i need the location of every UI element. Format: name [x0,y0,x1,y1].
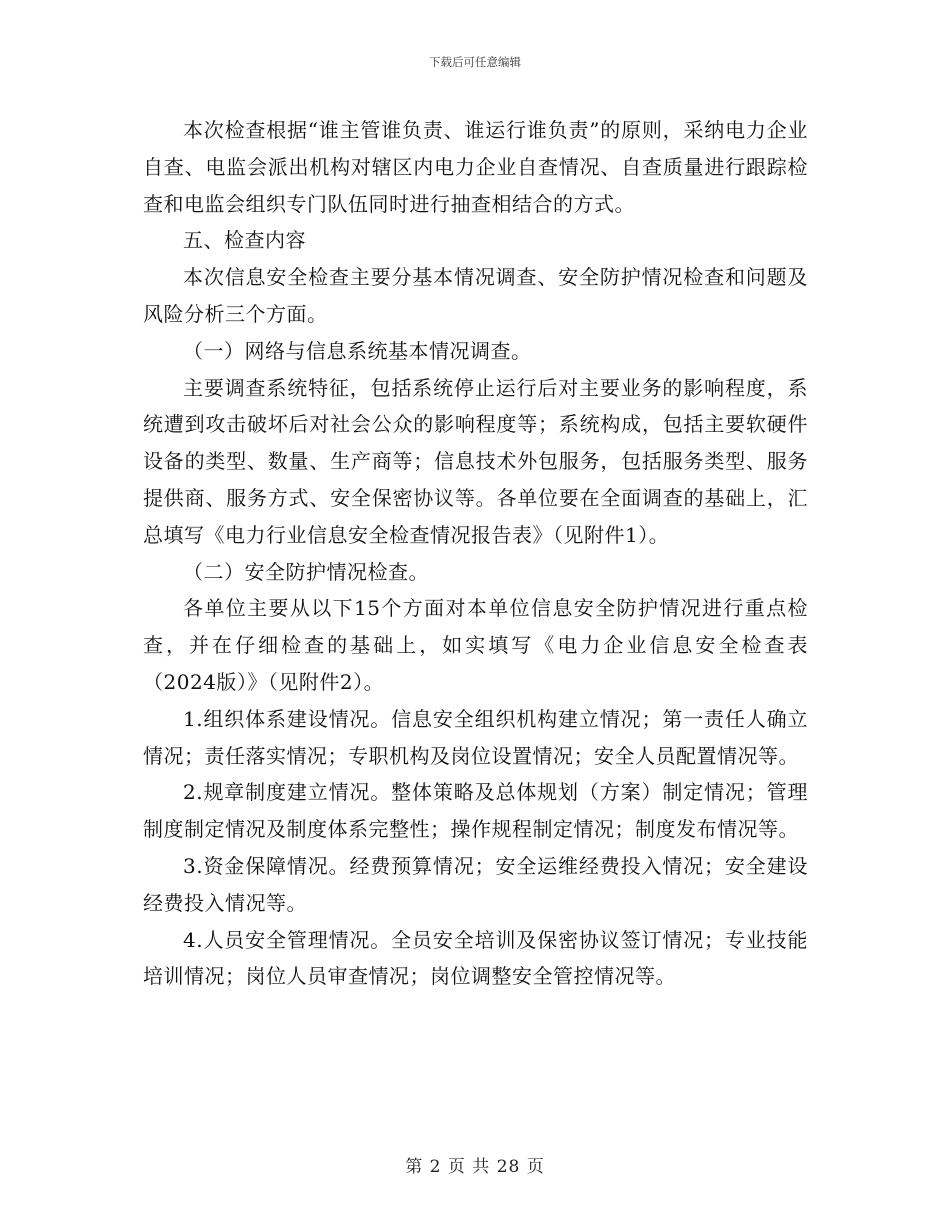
page-header-note: 下载后可任意编辑 [429,55,521,69]
paragraph-inspection-overview: 本次信息安全检查主要分基本情况调查、安全防护情况检查和问题及风险分析三个方面。 [143,265,808,326]
subsection-heading-basic-survey: （一）网络与信息系统基本情况调查。 [183,338,532,363]
paragraph-protection-check: 各单位主要从以下15个方面对本单位信息安全防护情况进行重点检查，并在仔细检查的基础上，如实填写《电力企业信息安全检查表（2024版）》（见附件2）。 [143,596,808,694]
subsection-heading-protection-check: （二）安全防护情况检查。 [183,559,429,584]
list-item-regulations: 2.规章制度建立情况。整体策略及总体规划（方案）制定情况；管理制度制定情况及制度体系完整性；操作规程制定情况；制度发布情况等。 [143,780,808,842]
list-item-funding: 3.资金保障情况。经费预算情况；安全运维经费投入情况；安全建设经费投入情况等。 [143,853,808,915]
list-item-personnel: 4.人员安全管理情况。全员安全培训及保密协议签订情况；专业技能培训情况；岗位人员审查情况；岗位调整安全管控情况等。 [143,927,808,989]
page-number-footer: 第 2 页 共 28 页 [405,1157,545,1177]
paragraph-inspection-method: 本次检查根据“谁主管谁负责、谁运行谁负责”的原则，采纳电力企业自查、电监会派出机构对辖区内电力企业自查情况、自查质量进行跟踪检查和电监会组织专门队伍同时进行抽查相结合的方式。 [143,118,808,216]
document-body [143,112,808,995]
paragraph-basic-survey: 主要调查系统特征，包括系统停止运行后对主要业务的影响程度，系统遭到攻击破坏后对社会公众的影响程度等；系统构成，包括主要软硬件设备的类型、数量、生产商等；信息技术外包服务，包括服务类型、服务提供商、服务方式、安全保密协议等。各单位要在全面调查的基础上，汇总填写《电力行业信息安全检查情况报告表》（见附件1）。 [143,375,808,547]
section-heading-inspection-content: 五、检查内容 [183,228,306,253]
list-item-organization: 1.组织体系建设情况。信息安全组织机构建立情况；第一责任人确立情况；责任落实情况；专职机构及岗位设置情况；安全人员配置情况等。 [143,706,808,768]
